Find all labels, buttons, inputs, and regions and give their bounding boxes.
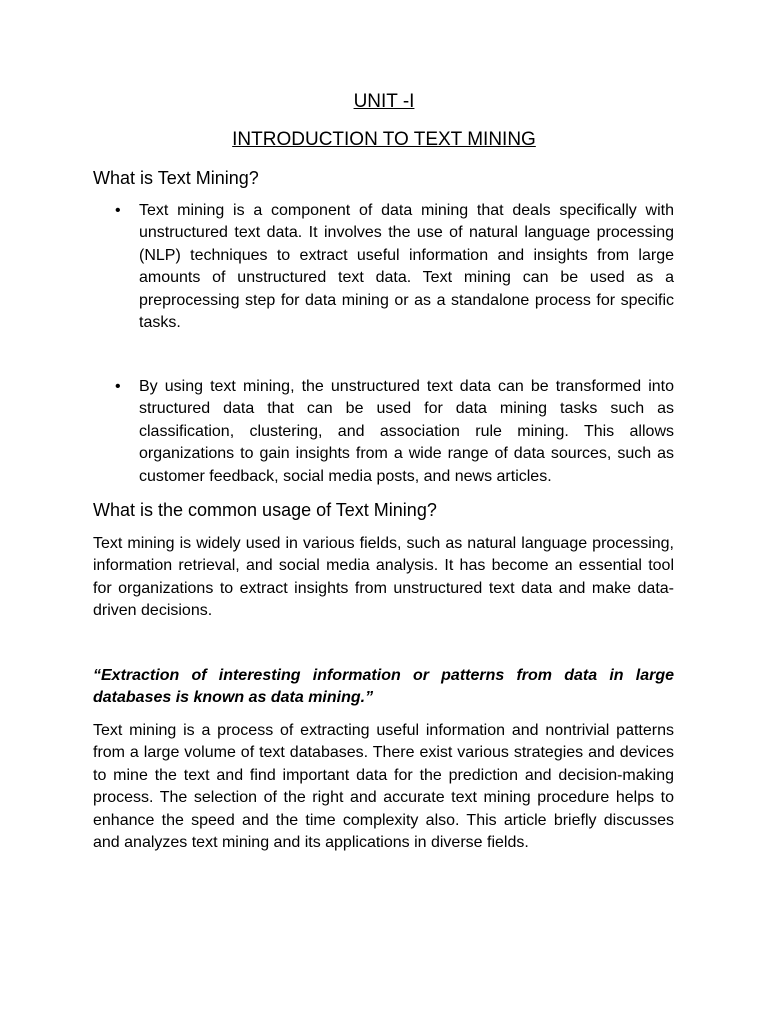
bullet-text: By using text mining, the unstructured text data can be transformed into structured data that can be used for data mining tasks such as classification, clustering, and association rule mining. This allows organizations to gain insights from a wide range of data sources, such as customer feedback, social media posts, and news articles. <box>139 378 674 485</box>
closing-paragraph: Text mining is a process of extracting useful information and nontrivial patterns from a large volume of text databases. There exist various strategies and devices to mine the text and find important data for the prediction and decision-making process. The selection of the right and accurate text mining procedure helps to enhance the speed and the time complexity also. This article briefly discusses and analyzes text mining and its applications in diverse fields. <box>93 722 674 852</box>
bullet-list-1 <box>93 200 674 334</box>
page-title: INTRODUCTION TO TEXT MINING <box>232 129 536 150</box>
unit-title: UNIT -I <box>353 91 415 112</box>
definition-quote: “Extraction of interesting information or patterns from data in large databases is known as data mining.” <box>93 667 674 707</box>
list-item <box>93 200 674 334</box>
section-heading-what-is-text-mining: What is Text Mining? <box>93 168 259 188</box>
bullet-list-2 <box>93 376 674 488</box>
bullet-text: Text mining is a component of data mining that deals specifically with unstructured text data. It involves the use of natural language processing (NLP) techniques to extract useful information and insights from large amounts of unstructured text data. Text mining can be used as a preprocessing step for data mining or as a standalone process for specific tasks. <box>139 202 674 332</box>
list-item <box>93 376 674 488</box>
bullet-icon: • <box>115 378 121 395</box>
bullet-icon: • <box>115 202 121 219</box>
usage-paragraph: Text mining is widely used in various fields, such as natural language processing, information retrieval, and social media analysis. It has become an essential tool for organizations to extract insights from unstructured text data and make data-driven decisions. <box>93 535 674 620</box>
section-heading-common-usage: What is the common usage of Text Mining? <box>93 500 437 520</box>
